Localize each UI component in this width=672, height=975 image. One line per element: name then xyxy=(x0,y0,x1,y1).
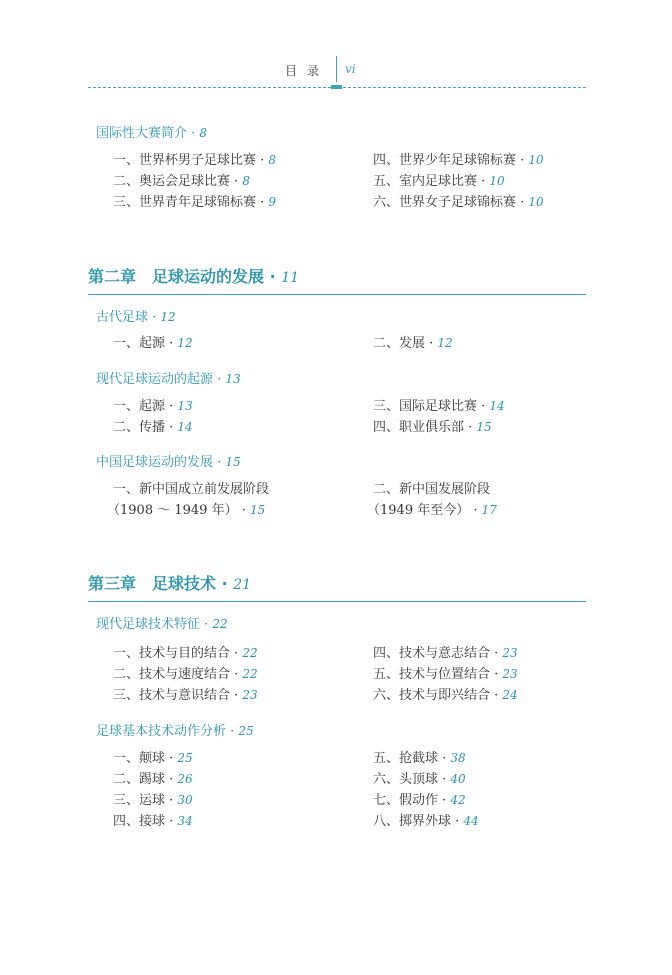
toc-item-continued[interactable]: （1908 ～ 1949 年） · 15 xyxy=(107,503,266,518)
toc-item[interactable]: 四、职业俱乐部 · 15 xyxy=(373,420,492,435)
toc-item[interactable]: 四、接球 · 34 xyxy=(113,814,193,829)
toc-item[interactable]: 三、国际足球比赛 · 14 xyxy=(373,399,505,414)
toc-item[interactable]: 二、新中国发展阶段 xyxy=(373,482,491,497)
running-header xyxy=(0,54,672,90)
toc-item[interactable]: 二、技术与速度结合 · 22 xyxy=(113,667,258,682)
toc-item[interactable]: 二、踢球 · 26 xyxy=(113,772,193,787)
toc-item[interactable]: 八、掷界外球 · 44 xyxy=(373,814,479,829)
toc-item[interactable]: 二、奥运会足球比赛 · 8 xyxy=(113,174,251,189)
toc-item[interactable]: 一、颠球 · 25 xyxy=(113,751,193,766)
toc-item[interactable]: 三、技术与意识结合 · 23 xyxy=(113,688,258,703)
toc-item[interactable]: 一、世界杯男子足球比赛 · 8 xyxy=(113,153,277,168)
toc-item[interactable]: 六、技术与即兴结合 · 24 xyxy=(373,688,518,703)
chapter-heading[interactable] xyxy=(88,567,586,602)
toc-item[interactable]: 五、抢截球 · 38 xyxy=(373,751,466,766)
toc-item[interactable]: 三、运球 · 30 xyxy=(113,793,193,808)
toc-item[interactable]: 一、起源 · 12 xyxy=(113,336,193,351)
header-divider xyxy=(336,56,337,82)
section-title[interactable]: 中国足球运动的发展 · 15 xyxy=(96,455,241,470)
chapter-title: 第二章 足球运动的发展 · 11 xyxy=(88,267,300,286)
section-title[interactable]: 古代足球 · 12 xyxy=(96,310,176,325)
toc-item[interactable]: 六、世界女子足球锦标赛 · 10 xyxy=(373,195,544,210)
chapter-title: 第三章 足球技术 · 21 xyxy=(88,574,252,593)
section-title[interactable]: 现代足球技术特征 · 22 xyxy=(96,617,228,632)
header-page-number: vi xyxy=(345,62,356,76)
toc-item[interactable]: 七、假动作 · 42 xyxy=(373,793,466,808)
toc-item[interactable]: 四、技术与意志结合 · 23 xyxy=(373,646,518,661)
section-title[interactable]: 现代足球运动的起源 · 13 xyxy=(96,372,241,387)
toc-item[interactable]: 五、技术与位置结合 · 23 xyxy=(373,667,518,682)
section-title[interactable]: 足球基本技术动作分析 · 25 xyxy=(96,724,254,739)
toc-item[interactable]: 六、头顶球 · 40 xyxy=(373,772,466,787)
section-title[interactable]: 国际性大赛简介 · 8 xyxy=(96,126,208,141)
toc-item[interactable]: 二、发展 · 12 xyxy=(373,336,453,351)
header-title: 目录 xyxy=(284,64,329,78)
toc-item[interactable]: 一、新中国成立前发展阶段 xyxy=(113,482,270,497)
toc-item[interactable]: 五、室内足球比赛 · 10 xyxy=(373,174,505,189)
toc-item[interactable]: 一、起源 · 13 xyxy=(113,399,193,414)
toc-item-continued[interactable]: （1949 年至今） · 17 xyxy=(367,503,497,518)
toc-item[interactable]: 三、世界青年足球锦标赛 · 9 xyxy=(113,195,277,210)
toc-item[interactable]: 一、技术与目的结合 · 22 xyxy=(113,646,258,661)
toc-item[interactable]: 四、世界少年足球锦标赛 · 10 xyxy=(373,153,544,168)
header-rule-mark xyxy=(331,85,342,89)
toc-item[interactable]: 二、传播 · 14 xyxy=(113,420,193,435)
chapter-heading[interactable] xyxy=(88,260,586,295)
